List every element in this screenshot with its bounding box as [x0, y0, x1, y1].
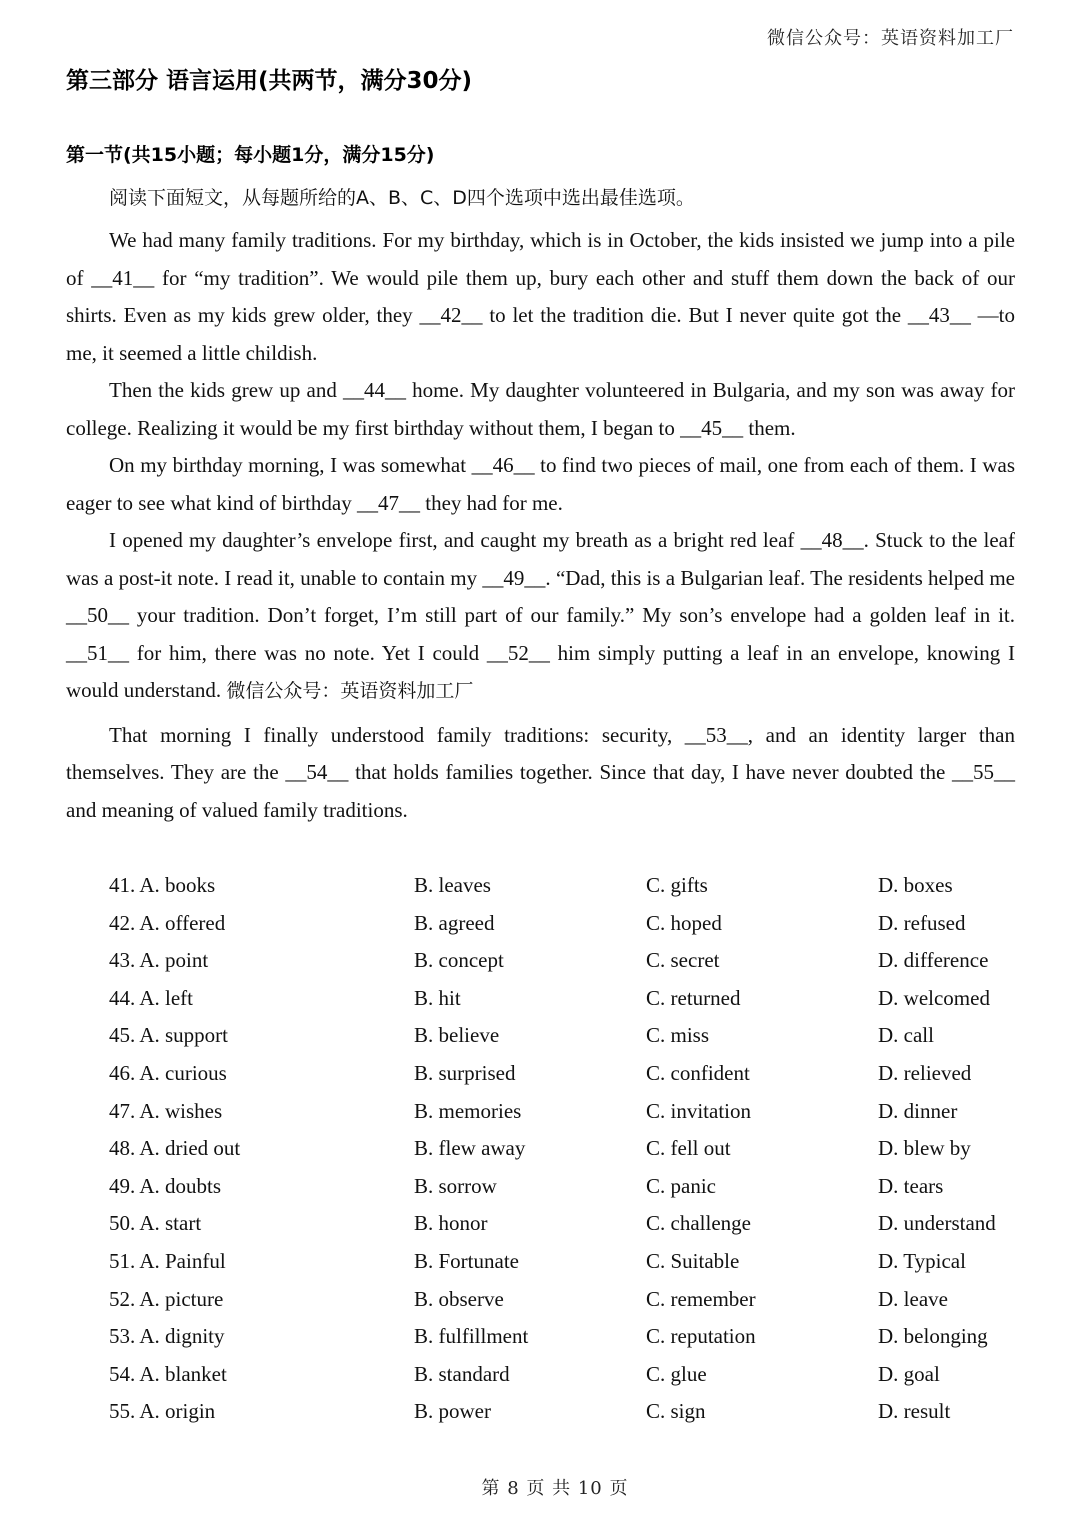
option-d: D. Typical	[878, 1248, 966, 1273]
options-list	[109, 867, 1049, 1431]
option-b: B. flew away	[414, 1136, 526, 1161]
option-a: 47. A. wishes	[109, 1098, 223, 1123]
option-row	[109, 980, 1049, 1018]
option-row	[109, 1093, 1049, 1131]
header-watermark: 微信公众号：英语资料加工厂	[767, 28, 1014, 49]
option-c: C. Suitable	[646, 1248, 740, 1273]
option-a: 46. A. curious	[109, 1060, 227, 1085]
cloze-passage	[66, 222, 1015, 829]
option-b: B. leaves	[414, 873, 491, 897]
option-a: 48. A. dried out	[109, 1136, 241, 1161]
option-d: D. understand	[878, 1211, 996, 1236]
option-b: B. sorrow	[414, 1173, 497, 1198]
option-row	[109, 1168, 1049, 1206]
option-b: B. honor	[414, 1211, 488, 1236]
option-c: C. confident	[646, 1060, 750, 1085]
option-row	[109, 1130, 1049, 1168]
option-d: D. boxes	[878, 873, 953, 897]
option-a: 45. A. support	[109, 1023, 229, 1048]
option-d: D. dinner	[878, 1098, 958, 1123]
page-number: 第 8 页 共 10 页	[481, 1478, 629, 1499]
passage-paragraph-text: I opened my daughter’s envelope first, and caught my breath as a bright red leaf __48__. Stuck to the leaf was a post-it note. I read it, unable to contain my __49__. “Dad, this is a Bulgarian leaf. The residents helped me __50__ your tradition. Don’t forget, I’m still part of our family.” My son’s envelope had a golden leaf in it. __51__ for him, there was no note. Yet I could __52__ him simply putting a leaf in an envelope, knowing I would understand.	[66, 528, 1015, 702]
option-c: C. gifts	[646, 873, 708, 897]
passage-paragraph: That morning I finally understood family traditions: security, __53__, and an identity larger than themselves. They are the __54__ that holds families together. Since that day, I have never doubted the __55__ and meaning of valued family traditions.	[66, 722, 1015, 822]
inline-watermark: 微信公众号：英语资料加工厂	[226, 680, 474, 702]
option-row	[109, 1393, 1049, 1431]
passage-paragraph	[66, 522, 1015, 711]
option-a: 42. A. offered	[109, 910, 226, 935]
option-row	[109, 1205, 1049, 1243]
passage-paragraph: Then the kids grew up and __44__ home. My daughter volunteered in Bulgaria, and my son was away for college. Realizing it would be my first birthday without them, I began to __45__ them.	[66, 378, 1015, 440]
option-row	[109, 1281, 1049, 1319]
option-b: B. memories	[414, 1098, 522, 1123]
option-a: 53. A. dignity	[109, 1324, 225, 1349]
option-c: C. reputation	[646, 1324, 756, 1349]
option-d: D. relieved	[878, 1060, 972, 1085]
option-b: B. believe	[414, 1023, 500, 1048]
option-a: 54. A. blanket	[109, 1361, 227, 1386]
option-a: 51. A. Painful	[109, 1248, 226, 1273]
option-d: D. result	[878, 1399, 951, 1424]
option-c: C. glue	[646, 1361, 707, 1386]
option-row	[109, 1017, 1049, 1055]
option-c: C. challenge	[646, 1211, 751, 1236]
passage-paragraph: We had many family traditions. For my birthday, which is in October, the kids insisted we jump into a pile of __41__ for “my tradition”. We would pile them up, bury each other and stuff them down the back of our shirts. Even as my kids grew older, they __42__ to let the tradition die. But I never quite got the __43__ —to me, it seemed a little childish.	[66, 228, 1015, 365]
option-c: C. returned	[646, 985, 741, 1010]
option-d: D. call	[878, 1023, 934, 1048]
option-c: C. remember	[646, 1286, 756, 1311]
option-b: B. concept	[414, 948, 504, 973]
option-c: C. invitation	[646, 1098, 751, 1123]
option-c: C. fell out	[646, 1136, 731, 1161]
option-d: D. tears	[878, 1173, 944, 1198]
option-row	[109, 942, 1049, 980]
option-b: B. power	[414, 1399, 491, 1424]
option-row	[109, 1055, 1049, 1093]
option-a: 44. A. left	[109, 985, 193, 1010]
option-d: D. belonging	[878, 1324, 988, 1349]
option-a: 43. A. point	[109, 948, 209, 973]
option-b: B. agreed	[414, 910, 495, 935]
option-a: 49. A. doubts	[109, 1173, 222, 1198]
option-d: D. goal	[878, 1361, 940, 1386]
option-b: B. hit	[414, 985, 461, 1010]
option-b: B. fulfillment	[414, 1324, 529, 1349]
option-c: C. hoped	[646, 910, 722, 935]
instruction-text: 阅读下面短文，从每题所给的A、B、C、D四个选项中选出最佳选项。	[109, 187, 695, 209]
option-c: C. secret	[646, 948, 720, 973]
option-a: 52. A. picture	[109, 1286, 224, 1311]
option-d: D. refused	[878, 910, 966, 935]
option-a: 50. A. start	[109, 1211, 202, 1236]
option-row	[109, 867, 1049, 905]
option-b: B. observe	[414, 1286, 504, 1311]
option-b: B. Fortunate	[414, 1248, 519, 1273]
option-row	[109, 905, 1049, 943]
option-d: D. blew by	[878, 1136, 971, 1161]
option-b: B. surprised	[414, 1060, 516, 1085]
option-b: B. standard	[414, 1361, 510, 1386]
passage-paragraph: On my birthday morning, I was somewhat __46__ to find two pieces of mail, one from each of them. I was eager to see what kind of birthday __47__ they had for me.	[66, 453, 1015, 515]
section-title: 第一节(共15小题；每小题1分，满分15分)	[66, 144, 435, 166]
option-a: 55. A. origin	[109, 1399, 216, 1424]
option-row	[109, 1356, 1049, 1394]
option-row	[109, 1318, 1049, 1356]
part-title: 第三部分 语言运用(共两节，满分30分)	[66, 68, 473, 94]
option-c: C. sign	[646, 1399, 706, 1424]
option-d: D. difference	[878, 948, 989, 973]
option-d: D. welcomed	[878, 985, 990, 1010]
option-a: 41. A. books	[109, 873, 216, 897]
option-d: D. leave	[878, 1286, 948, 1311]
option-row	[109, 1243, 1049, 1281]
option-c: C. panic	[646, 1173, 716, 1198]
option-c: C. miss	[646, 1023, 710, 1048]
